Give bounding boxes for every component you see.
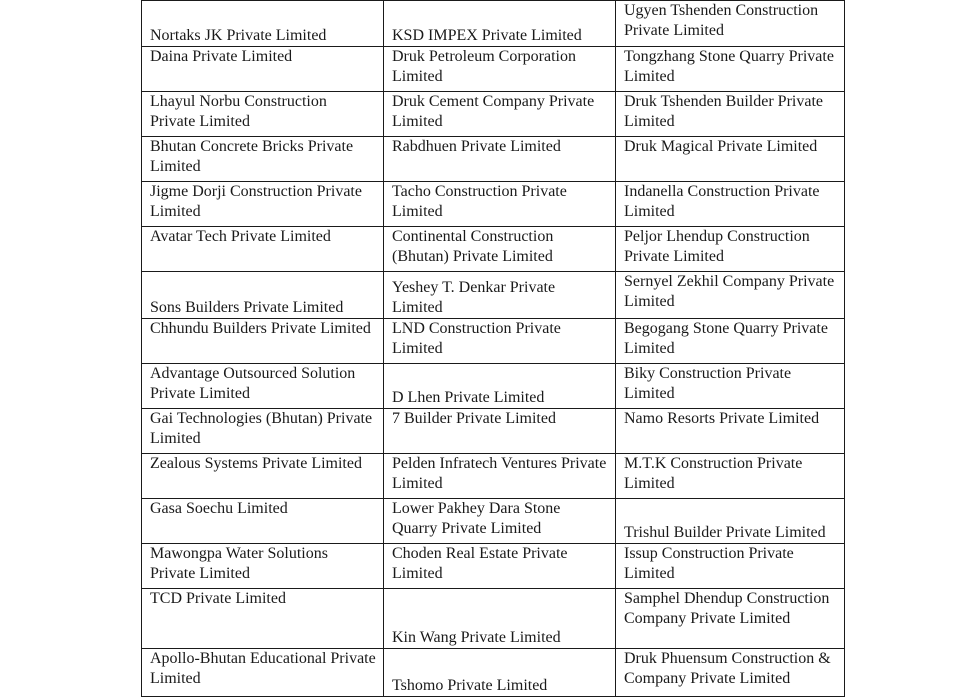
table-cell-company-name: Namo Resorts Private Limited [616, 409, 845, 454]
table-cell-company-name: 7 Builder Private Limited [384, 409, 616, 454]
table-cell-company-name: TCD Private Limited [142, 589, 384, 649]
table-cell-company-name: Druk Magical Private Limited [616, 137, 845, 182]
table-cell-company-name: Samphel Dhendup Construction Company Private Limited [616, 589, 845, 649]
table-row [142, 409, 845, 454]
table-cell-company-name: Druk Phuensum Construction & Company Private Limited [616, 649, 845, 697]
table-row [142, 364, 845, 409]
table-cell-company-name: Tacho Construction Private Limited [384, 182, 616, 227]
company-table-body [142, 1, 845, 697]
table-cell-company-name: Lower Pakhey Dara Stone Quarry Private Limited [384, 499, 616, 544]
table-cell-company-name: Choden Real Estate Private Limited [384, 544, 616, 589]
table-cell-company-name: Gai Technologies (Bhutan) Private Limited [142, 409, 384, 454]
table-row [142, 319, 845, 364]
table-cell-company-name: Pelden Infratech Ventures Private Limited [384, 454, 616, 499]
table-cell-company-name: Tshomo Private Limited [384, 649, 616, 697]
table-cell-company-name: Lhayul Norbu Construction Private Limited [142, 92, 384, 137]
table-row [142, 649, 845, 697]
table-row [142, 589, 845, 649]
table-cell-company-name: Advantage Outsourced Solution Private Limited [142, 364, 384, 409]
table-cell-company-name: Druk Petroleum Corporation Limited [384, 47, 616, 92]
table-cell-company-name: Rabdhuen Private Limited [384, 137, 616, 182]
table-cell-company-name: Zealous Systems Private Limited [142, 454, 384, 499]
table-cell-company-name: KSD IMPEX Private Limited [384, 1, 616, 47]
table-cell-company-name: Peljor Lhendup Construction Private Limited [616, 227, 845, 272]
table-row [142, 1, 845, 47]
table-cell-company-name: Apollo-Bhutan Educational Private Limited [142, 649, 384, 697]
table-cell-company-name: Avatar Tech Private Limited [142, 227, 384, 272]
table-row [142, 499, 845, 544]
company-list-table [141, 0, 845, 697]
table-cell-company-name: Nortaks JK Private Limited [142, 1, 384, 47]
table-cell-company-name: Trishul Builder Private Limited [616, 499, 845, 544]
table-row [142, 47, 845, 92]
table-row [142, 544, 845, 589]
table-cell-company-name: Issup Construction Private Limited [616, 544, 845, 589]
table-cell-company-name: Druk Cement Company Private Limited [384, 92, 616, 137]
table-cell-company-name: Sons Builders Private Limited [142, 272, 384, 319]
table-cell-company-name: Bhutan Concrete Bricks Private Limited [142, 137, 384, 182]
table-cell-company-name: Continental Construction (Bhutan) Private Limited [384, 227, 616, 272]
table-cell-company-name: Biky Construction Private Limited [616, 364, 845, 409]
table-cell-company-name: Yeshey T. Denkar Private Limited [384, 272, 616, 319]
table-row [142, 92, 845, 137]
table-cell-company-name: Sernyel Zekhil Company Private Limited [616, 272, 845, 319]
table-cell-company-name: Jigme Dorji Construction Private Limited [142, 182, 384, 227]
table-cell-company-name: LND Construction Private Limited [384, 319, 616, 364]
table-cell-company-name: Ugyen Tshenden Construction Private Limited [616, 1, 845, 47]
table-cell-company-name: Gasa Soechu Limited [142, 499, 384, 544]
table-row [142, 272, 845, 319]
table-cell-company-name: Indanella Construction Private Limited [616, 182, 845, 227]
table-cell-company-name: M.T.K Construction Private Limited [616, 454, 845, 499]
table-cell-company-name: Mawongpa Water Solutions Private Limited [142, 544, 384, 589]
table-cell-company-name: Chhundu Builders Private Limited [142, 319, 384, 364]
table-row [142, 454, 845, 499]
table-cell-company-name: Druk Tshenden Builder Private Limited [616, 92, 845, 137]
table-cell-company-name: Daina Private Limited [142, 47, 384, 92]
table-row [142, 182, 845, 227]
table-cell-company-name: Tongzhang Stone Quarry Private Limited [616, 47, 845, 92]
table-cell-company-name: Kin Wang Private Limited [384, 589, 616, 649]
table-cell-company-name: D Lhen Private Limited [384, 364, 616, 409]
table-cell-company-name: Begogang Stone Quarry Private Limited [616, 319, 845, 364]
table-row [142, 137, 845, 182]
table-row [142, 227, 845, 272]
